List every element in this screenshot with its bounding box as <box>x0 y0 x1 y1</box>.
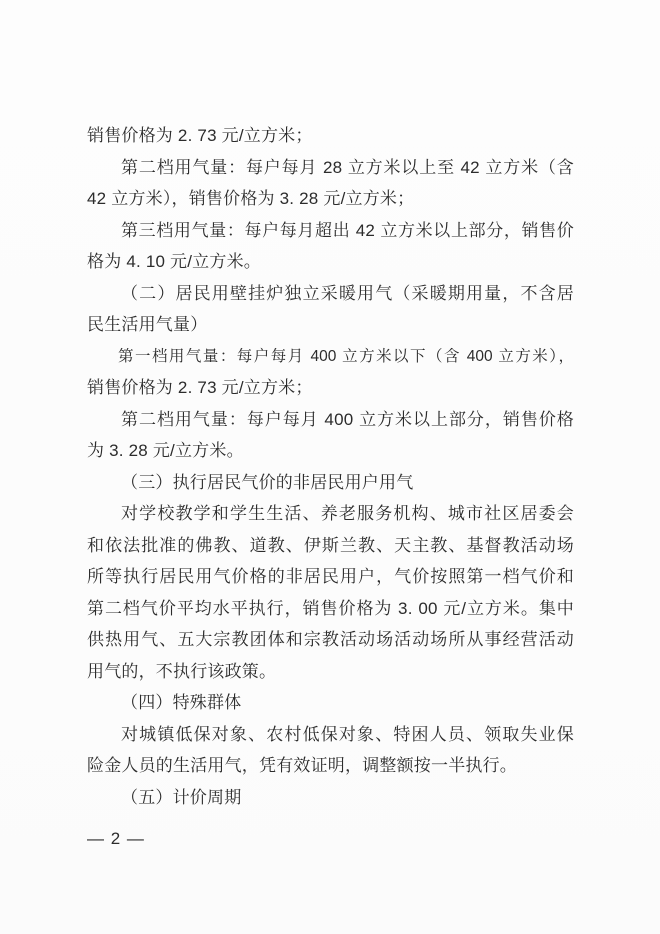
text-line: 第一档用气量：每户每月 400 立方米以下（含 400 立方米）， <box>118 347 574 365</box>
text-line: 为 3. 28 元/立方米。 <box>87 441 244 460</box>
text-line: 险金人员的生活用气，凭有效证明，调整额按一半执行。 <box>87 756 517 775</box>
text-line: 所等执行居民用气价格的非居民用户，气价按照第一档气价和 <box>87 567 574 586</box>
text-line: 民生活用气量） <box>87 315 208 334</box>
text-line: 格为 4. 10 元/立方米。 <box>87 252 261 271</box>
text-line: 42 立方米），销售价格为 3. 28 元/立方米； <box>87 189 415 208</box>
text-line: （四）特殊群体 <box>121 693 242 712</box>
text-line: 销售价格为 2. 73 元/立方米； <box>87 378 313 397</box>
text-line: （二）居民用壁挂炉独立采暖用气（采暖期用量，不含居 <box>121 283 574 303</box>
page-number: — 2 — <box>87 829 145 848</box>
text-line: （五）计价周期 <box>121 787 242 807</box>
text-line: 第二档气价平均水平执行，销售价格为 3. 00 元/立方米。集中 <box>87 598 574 618</box>
text-line: 第三档用气量：每户每月超出 42 立方米以上部分，销售价 <box>121 220 574 240</box>
text-line: 对学校教学和学生生活、养老服务机构、城市社区居委会 <box>121 504 574 523</box>
text-line: 对城镇低保对象、农村低保对象、特困人员、领取失业保 <box>121 724 574 744</box>
text-line: 第二档用气量：每户每月 28 立方米以上至 42 立方米（含 <box>121 157 574 177</box>
text-line: 销售价格为 2. 73 元/立方米； <box>87 126 313 145</box>
text-line: 用气的，不执行该政策。 <box>87 661 277 681</box>
text-line: 和依法批准的佛教、道教、伊斯兰教、天主教、基督教活动场 <box>87 535 574 555</box>
text-line: （三）执行居民气价的非居民用户用气 <box>121 472 414 492</box>
text-line: 供热用气、五大宗教团体和宗教活动场活动场所从事经营活动 <box>87 630 574 649</box>
text-line: 第二档用气量：每户每月 400 立方米以上部分，销售价格 <box>121 409 574 429</box>
